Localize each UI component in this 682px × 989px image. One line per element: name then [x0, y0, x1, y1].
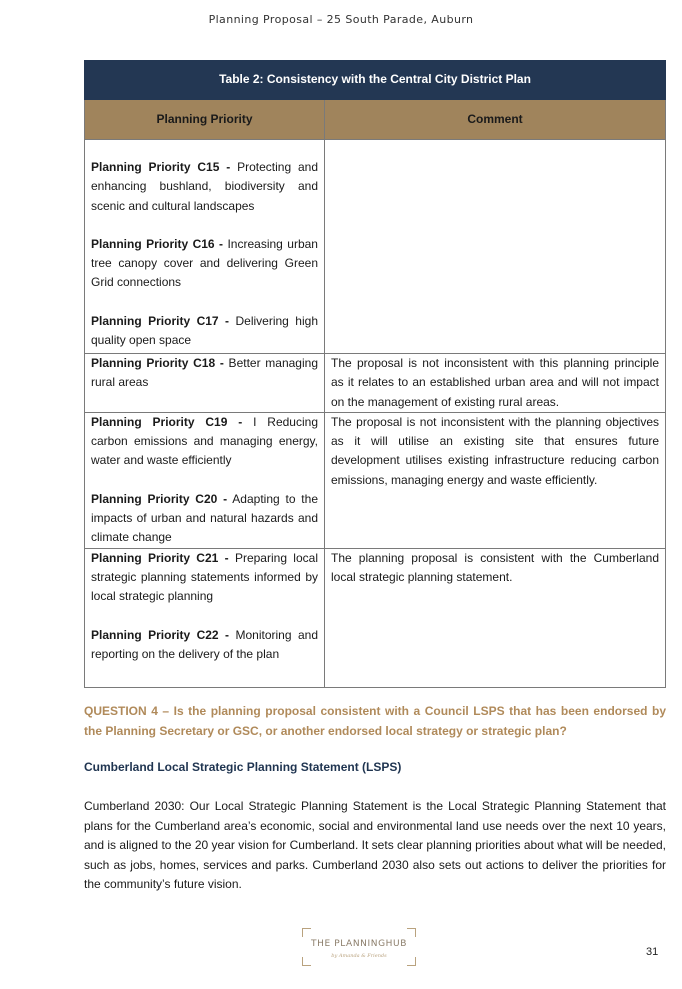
table-row: [85, 548, 666, 687]
priority-item: Planning Priority C18 - Better managing rural areas: [91, 356, 318, 390]
priority-cell: [85, 140, 325, 354]
table-row: [85, 354, 666, 413]
question-heading: QUESTION 4 – Is the planning proposal consistent with a Council LSPS that has been endorsed by the Planning Secretary or GSC, or another endorsed local strategy or strategic plan?: [84, 704, 666, 738]
planning-hub-logo: [302, 928, 416, 966]
priority-cell: [85, 412, 325, 548]
comment-cell: The proposal is not inconsistent with this planning principle as it relates to an established urban area and will not impact on the management of existing rural areas.: [325, 354, 666, 413]
priority-item: Planning Priority C22 - Monitoring and reporting on the delivery of the plan: [91, 627, 318, 662]
comment-cell: [325, 140, 666, 354]
consistency-table: [84, 60, 666, 688]
comment-cell: The planning proposal is consistent with the Cumberland local strategic planning statement.: [325, 548, 666, 687]
comment-cell: The proposal is not inconsistent with the planning objectives as it will utilise an existing site that ensures future development utilises existing infrastructure reducing carbon emissions, managing energy and waste efficiently.: [325, 412, 666, 548]
priority-item: Planning Priority C17 - Delivering high quality open space: [91, 313, 318, 348]
table-row: [85, 412, 666, 548]
page-header: Planning Proposal – 25 South Parade, Auburn: [208, 13, 474, 26]
priority-item: Planning Priority C20 - Adapting to the impacts of urban and natural hazards and climate change: [91, 491, 318, 545]
column-header-comment: Comment: [325, 100, 666, 140]
column-header-priority: Planning Priority: [85, 100, 325, 140]
priority-item: Planning Priority C15 - Protecting and enhancing bushland, biodiversity and scenic and cultural landscapes: [91, 160, 318, 213]
priority-item: Planning Priority C21 - Preparing local strategic planning statements informed by local strategic planning: [91, 550, 318, 604]
logo-name: THE PLANNINGHUB: [311, 939, 407, 949]
section-subheading: Cumberland Local Strategic Planning Statement (LSPS): [84, 760, 402, 774]
priority-cell: [85, 354, 325, 413]
table-title: Table 2: Consistency with the Central City District Plan: [85, 61, 666, 100]
priority-item: Planning Priority C19 - I Reducing carbon emissions and managing energy, water and waste efficiently: [91, 414, 318, 468]
priority-item: Planning Priority C16 - Increasing urban tree canopy cover and delivering Green Grid connections: [91, 236, 318, 290]
page-number: 31: [646, 946, 659, 958]
logo-tagline: by Amanda & Friends: [331, 953, 387, 959]
table-row: [85, 140, 666, 354]
priority-cell: [85, 548, 325, 687]
body-paragraph: Cumberland 2030: Our Local Strategic Planning Statement is the Local Strategic Planning Statement that plans for the Cumberland area’s economic, social and environmental land use needs over the next 10 years, and is aligned to the 20 year vision for Cumberland. It sets clear planning priorities about what will be needed, such as jobs, homes, services and parks. Cumberland 2030 also sets out actions to deliver the priorities for the community’s future vision.: [84, 799, 666, 892]
